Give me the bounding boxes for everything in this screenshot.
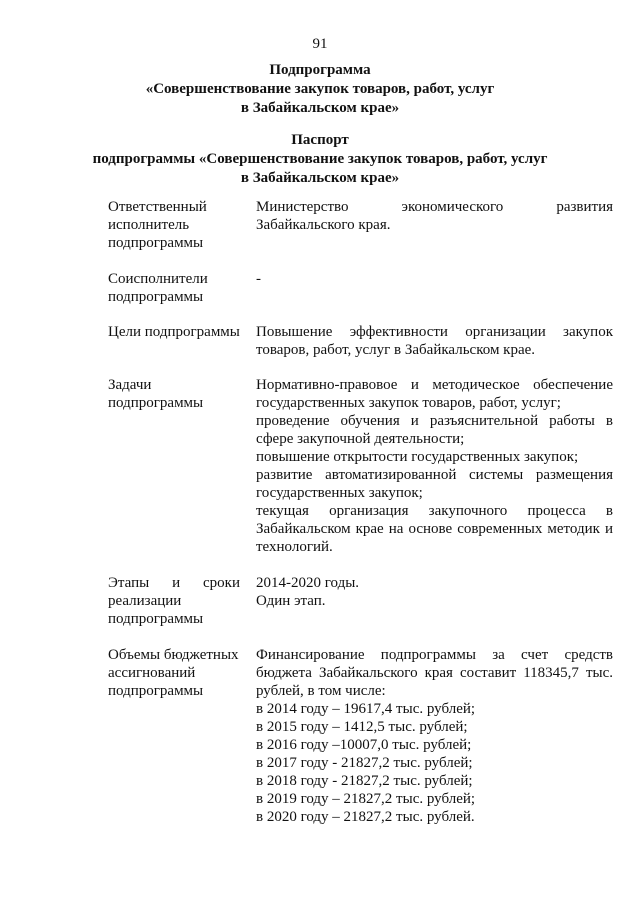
row-label-text: Цели подпрограммы bbox=[108, 324, 240, 340]
row-content bbox=[256, 323, 613, 359]
row-label bbox=[108, 270, 240, 306]
row-label bbox=[108, 376, 240, 556]
content-paragraph: Финансирование подпрограммы за счет средств бюджета Забайкальского края составит 118345,7 тыс. рублей, в том числе: bbox=[256, 647, 613, 699]
row-content bbox=[256, 198, 613, 252]
subprogram-heading-line: Подпрограмма bbox=[269, 62, 371, 78]
content-paragraph: в 2014 году – 19617,4 тыс. рублей; bbox=[256, 701, 476, 717]
row-label bbox=[108, 323, 240, 359]
passport-row-tasks bbox=[108, 376, 613, 556]
passport-heading-line: в Забайкальском крае» bbox=[240, 170, 400, 186]
content-paragraph: Один этап. bbox=[256, 593, 326, 609]
passport-table bbox=[108, 198, 613, 826]
content-paragraph: - bbox=[256, 271, 261, 287]
row-label bbox=[108, 198, 240, 252]
row-label-text: Объемы бюджетных ассигнований подпрограммы bbox=[108, 647, 239, 699]
content-paragraph: в 2020 году – 21827,2 тыс. рублей. bbox=[256, 809, 475, 825]
row-label-text: Соисполнители подпрограммы bbox=[108, 271, 208, 305]
row-label-text: Этапы и сроки реализации подпрограммы bbox=[108, 575, 240, 627]
passport-row-coexecutors bbox=[108, 270, 613, 306]
content-paragraph: в 2017 году - 21827,2 тыс. рублей; bbox=[256, 755, 473, 771]
content-paragraph: в 2018 году - 21827,2 тыс. рублей; bbox=[256, 773, 473, 789]
row-content bbox=[256, 270, 613, 306]
subprogram-heading-line: «Совершенствование закупок товаров, работ, услуг bbox=[145, 81, 495, 97]
row-label bbox=[108, 574, 240, 628]
content-paragraph: в 2015 году – 1412,5 тыс. рублей; bbox=[256, 719, 468, 735]
passport-row-goals bbox=[108, 323, 613, 359]
content-paragraph: развитие автоматизированной системы размещения государственных закупок; bbox=[256, 467, 613, 501]
row-content bbox=[256, 646, 613, 826]
passport-row-budget bbox=[108, 646, 613, 826]
row-label-text: Задачи подпрограммы bbox=[108, 377, 204, 411]
row-label bbox=[108, 646, 240, 826]
content-paragraph: текущая организация закупочного процесса в Забайкальском крае на основе современных методик и технологий. bbox=[256, 503, 613, 555]
row-content bbox=[256, 574, 613, 628]
subprogram-heading bbox=[0, 61, 640, 118]
content-paragraph: Министерство экономического развития Забайкальского края. bbox=[256, 199, 613, 233]
content-paragraph: повышение открытости государственных закупок; bbox=[256, 449, 579, 465]
content-paragraph: 2014-2020 годы. bbox=[256, 575, 360, 591]
content-paragraph: Повышение эффективности организации закупок товаров, работ, услуг в Забайкальском крае. bbox=[256, 324, 613, 358]
passport-heading bbox=[0, 131, 640, 188]
passport-row-responsible bbox=[108, 198, 613, 252]
content-paragraph: Нормативно-правовое и методическое обеспечение государственных закупок товаров, работ, услуг; bbox=[256, 377, 613, 411]
passport-row-stages bbox=[108, 574, 613, 628]
content-paragraph: проведение обучения и разъяснительной работы в сфере закупочной деятельности; bbox=[256, 413, 613, 447]
subprogram-heading-line: в Забайкальском крае» bbox=[240, 100, 400, 116]
passport-heading-line: подпрограммы «Совершенствование закупок товаров, работ, услуг bbox=[92, 151, 548, 167]
row-content bbox=[256, 376, 613, 556]
page-number: 91 bbox=[312, 36, 328, 52]
passport-heading-line: Паспорт bbox=[291, 132, 349, 148]
row-label-text: Ответственный исполнитель подпрограммы bbox=[108, 199, 207, 251]
content-paragraph: в 2016 году –10007,0 тыс. рублей; bbox=[256, 737, 472, 753]
content-paragraph: в 2019 году – 21827,2 тыс. рублей; bbox=[256, 791, 476, 807]
